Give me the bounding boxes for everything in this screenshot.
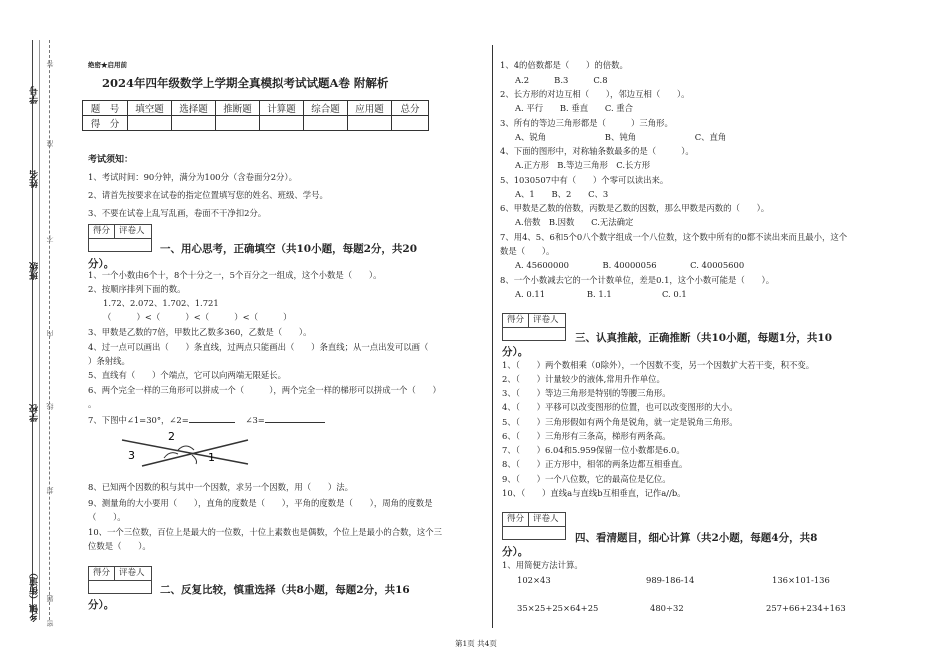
section4-title: 四、看清题目，细心计算（共2小题，每题4分，共8 <box>575 532 818 544</box>
notice-item: 1、考试时间：90分钟，满分为100分（含卷面分2分）。 <box>88 172 297 182</box>
q2-7: 7、用4、5、6和5个0八个数字组成一个八位数，这个数中所有的0都不读出来而且最小，这个 <box>500 232 848 242</box>
sidebar-label-town: 乡镇（街道） <box>30 568 40 622</box>
q2-2-options: A. 平行 B. 垂直 C. 重合 <box>515 103 634 113</box>
q2-2: 2、长方形的对边互相（ ），邻边互相（ ）。 <box>500 89 690 99</box>
q1-7 <box>88 414 325 425</box>
q1-2-numbers: 1.72、2.072、1.702、1.721 <box>103 298 219 308</box>
q1-2: 2、按顺序排列下面的数。 <box>88 284 186 294</box>
angle-label-1: 1 <box>208 451 215 464</box>
q2-8-options: A. 0.11 B. 1.1 C. 0.1 <box>515 289 687 299</box>
angle-arc-2 <box>178 446 194 450</box>
binding-underline <box>32 40 33 620</box>
notice-item: 2、请首先按要求在试卷的指定位置填写您的姓名、班级、学号。 <box>88 190 328 200</box>
binding-char-mi: 密 <box>46 620 54 627</box>
score-header: 计算题 <box>260 101 304 116</box>
sidebar-label-name: 姓名 <box>30 170 40 188</box>
grader-box <box>88 224 152 252</box>
grader-label: 评卷人 <box>528 314 563 327</box>
score-header: 综合题 <box>304 101 348 116</box>
grader-label: 评卷人 <box>114 567 149 580</box>
q2-5: 5、1030507中有（ ）个零可以读出来。 <box>500 175 669 185</box>
q1-4: 4、过一点可以画出（ ）条直线，过两点只能画出（ ）条直线；从一点出发可以画（ <box>88 342 446 352</box>
q1-1: 1、一个小数由6个十，8个十分之一，5个百分之一组成，这个小数是（ ）。 <box>88 270 382 280</box>
calc-item: 35×25+25×64+25 <box>517 603 599 613</box>
calc-item: 989-186-14 <box>646 575 695 585</box>
binding-char-xian: 线 <box>46 403 54 410</box>
grader-box <box>502 313 566 341</box>
q2-3-options: A、锐角 B、钝角 C、直角 <box>515 132 727 142</box>
q2-3: 3、所有的等边三角形都是（ ）三角形。 <box>500 118 673 128</box>
score-cell[interactable] <box>392 116 429 131</box>
q1-7-text: 7、下图中∠1=30°，∠2= <box>88 415 189 425</box>
q1-2-blanks: （ ）<（ ）<（ ）<（ ） <box>103 312 292 322</box>
binding-char-ti: 题 <box>46 595 54 602</box>
score-cell[interactable] <box>304 116 348 131</box>
angle-line-a <box>122 440 248 464</box>
angle-line-b <box>142 440 248 466</box>
q3-7: 7、（ ）6.04和5.959保留一位小数都是6.0。 <box>502 445 685 455</box>
score-table <box>82 100 429 131</box>
q3-2: 2、（ ）计量较少的液体,常用升作单位。 <box>502 374 665 384</box>
section1-title: 一、用心思考，正确填空（共10小题，每题2分，共20 <box>160 243 418 255</box>
score-cell[interactable] <box>216 116 260 131</box>
q2-1: 1、4的倍数都是（ ）的倍数。 <box>500 60 628 70</box>
q3-3: 3、（ ）等边三角形是特别的等腰三角形。 <box>502 388 671 398</box>
q3-8: 8、（ ）正方形中，相邻的两条边都互相垂直。 <box>502 459 688 469</box>
angle-label-2: 2 <box>168 430 175 443</box>
score-cell[interactable] <box>172 116 216 131</box>
page-title: 2024年四年级数学上学期全真模拟考试试题A卷 附解析 <box>102 76 389 90</box>
grader-box <box>502 512 566 540</box>
score-header: 总分 <box>392 101 429 116</box>
q1-7-text-3: ∠3= <box>245 415 265 425</box>
binding-solid-line <box>39 40 40 620</box>
q2-5-options: A、1 B、2 C、3 <box>515 189 609 199</box>
binding-char-bu: 不 <box>46 235 54 242</box>
sidebar-label-student-id: 学号 <box>30 86 40 104</box>
q1-9-cont: （ ）。 <box>88 512 126 522</box>
notice-title: 考试须知： <box>88 155 134 165</box>
sidebar-label-class: 班级 <box>30 262 40 280</box>
calc-item: 257+66+234+163 <box>766 603 846 613</box>
section2-title: 二、反复比较，慎重选择（共8小题，每题2分，共16 <box>160 584 410 596</box>
score-cell[interactable] <box>348 116 392 131</box>
q1-4-cont: ）条射线。 <box>88 356 130 366</box>
q1-10-cont: 位数是（ ）。 <box>88 541 151 551</box>
section2-title-cont: 分）。 <box>88 599 115 611</box>
score-header: 选择题 <box>172 101 216 116</box>
q2-6: 6、甲数是乙数的倍数，丙数是乙数的因数，那么甲数是丙数的（ ）。 <box>500 203 770 213</box>
q1-9: 9、测量角的大小要用（ ），直角的度数是（ ），平角的度数是（ ），周角的度数是 <box>88 498 433 508</box>
q3-9: 9、（ ）一个八位数，它的最高位是亿位。 <box>502 474 671 484</box>
score-row-label: 得 分 <box>83 116 128 131</box>
grader-score-label: 得分 <box>93 568 111 578</box>
score-header: 填空题 <box>128 101 172 116</box>
grader-label: 评卷人 <box>528 513 563 526</box>
q1-7-blank-2[interactable] <box>189 414 235 423</box>
column-divider <box>492 45 493 628</box>
q2-7-options: A. 45600000 B. 40000056 C. 40005600 <box>515 260 745 270</box>
calc-item: 480÷32 <box>650 603 684 613</box>
calc-item: 136×101-136 <box>772 575 830 585</box>
binding-char-feng: 封 <box>46 487 54 494</box>
section3-title: 三、认真推敲，正确推断（共10小题，每题1分，共10 <box>575 332 833 344</box>
calc-item: 102×43 <box>517 575 551 585</box>
q1-8: 8、已知两个因数的积与其中一个因数，求另一个因数，用（ ）法。 <box>88 482 353 492</box>
section1-title-cont: 分）。 <box>88 258 115 270</box>
q2-1-options: A.2 B.3 C.8 <box>515 75 608 85</box>
q1-10: 10、一个三位数，百位上是最大的一位数，十位上素数也是偶数，个位上是最小的合数，这个三 <box>88 527 443 537</box>
q3-4: 4、（ ）平移可以改变图形的位置，也可以改变图形的大小。 <box>502 402 738 412</box>
score-header: 题 号 <box>83 101 128 116</box>
binding-char-nei: 内 <box>46 330 54 337</box>
q2-4: 4、下面的图形中，对称轴条数最多的是（ ）。 <box>500 146 694 156</box>
q2-7-cont: 数是（ ）。 <box>500 246 555 256</box>
grader-box <box>88 566 152 594</box>
grader-score-label: 得分 <box>93 226 111 236</box>
binding-char-da: 答 <box>46 60 54 67</box>
grader-score-label: 得分 <box>507 514 525 524</box>
score-table-score-row <box>83 116 429 131</box>
score-table-header-row <box>83 101 429 116</box>
score-header: 应用题 <box>348 101 392 116</box>
q1-3: 3、甲数是乙数的7倍，甲数比乙数多360，乙数是（ ）。 <box>88 327 312 337</box>
notice-item: 3、不要在试卷上乱写乱画，卷面不干净扣2分。 <box>88 208 267 218</box>
score-header: 推断题 <box>216 101 260 116</box>
q1-6-cont: 。 <box>88 399 97 409</box>
q4-1: 1、用简便方法计算。 <box>502 560 583 570</box>
q3-10: 10、（ ）直线a与直线b互相垂直，记作a//b。 <box>502 488 686 498</box>
q2-8: 8、一个小数减去它的一个计数单位，差是0.1，这个小数可能是（ ）。 <box>500 275 775 285</box>
score-cell[interactable] <box>260 116 304 131</box>
grader-label: 评卷人 <box>114 225 149 238</box>
binding-char-zhun: 准 <box>46 140 54 147</box>
q1-7-blank-3[interactable] <box>265 414 325 423</box>
secret-mark: 绝密★启用前 <box>88 61 127 69</box>
score-cell[interactable] <box>128 116 172 131</box>
q1-5: 5、直线有（ ）个端点，它可以向两端无限延长。 <box>88 370 286 380</box>
q1-6: 6、两个完全一样的三角形可以拼成一个（ ），两个完全一样的梯形可以拼成一个（ ） <box>88 385 441 395</box>
q3-6: 6、（ ）三角形有三条高，梯形有两条高。 <box>502 431 671 441</box>
sidebar-label-school: 学校 <box>30 404 40 422</box>
angle-label-3: 3 <box>128 449 135 462</box>
q2-4-options: A.正方形 B.等边三角形 C.长方形 <box>515 160 651 170</box>
angle-figure <box>120 428 250 468</box>
q3-5: 5、（ ）三角形假如有两个角是锐角，就一定是锐角三角形。 <box>502 417 738 427</box>
angle-arc-1 <box>192 455 197 464</box>
section3-title-cont: 分）。 <box>502 346 529 358</box>
grader-score-label: 得分 <box>507 315 525 325</box>
section4-title-cont: 分）。 <box>502 546 529 558</box>
page-number: 第1页 共4页 <box>455 639 497 648</box>
q2-6-options: A.倍数 B.因数 C.无法确定 <box>515 217 634 227</box>
q3-1: 1、（ ）两个数相乘（0除外），一个因数不变，另一个因数扩大若干变，积不变。 <box>502 360 815 370</box>
